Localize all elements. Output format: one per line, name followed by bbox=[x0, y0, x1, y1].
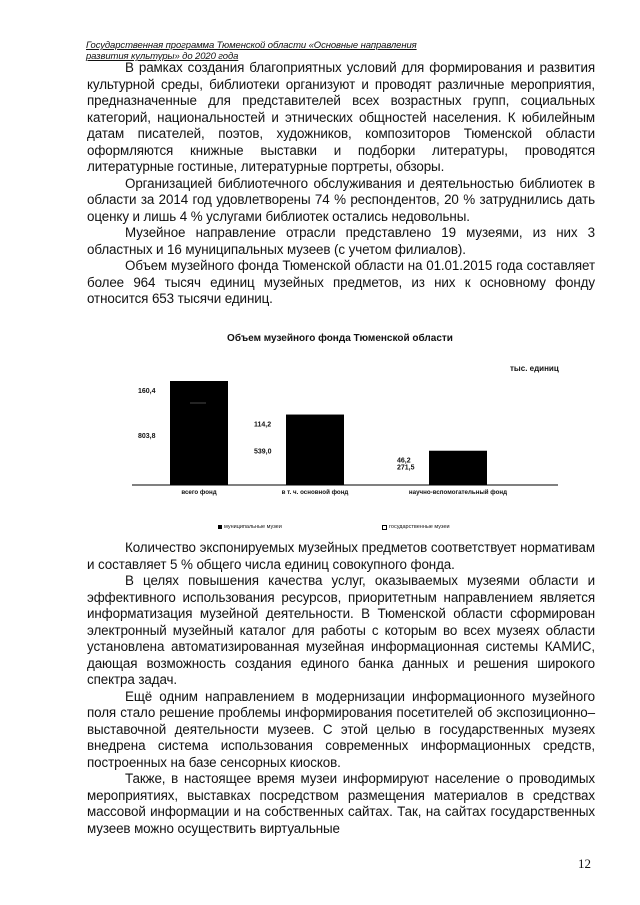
page-number: 12 bbox=[578, 856, 591, 871]
chart-title: Объем музейного фонда Тюменской области bbox=[227, 333, 453, 344]
paragraph: Также, в настоящее время музеи информируют население о проводимых мероприятиях, выставках посредством размещения материалов в средствах массовой информации и на собственных сайтах. Так, на сайтах государственных музеев можно осуществить виртуальные bbox=[87, 771, 595, 836]
chart-bar-3 bbox=[429, 451, 487, 485]
legend-label-state: государственные музеи bbox=[389, 524, 450, 530]
category-label: в т. ч. основной фонд bbox=[281, 489, 349, 496]
paragraph: В рамках создания благоприятных условий для формирования и развития культурной среды, библиотеки организуют и проводят различные мероприятия, предназначенные для представителей всех возрастных групп, социальных категорий, национальностей и этнических общностей населения. К юбилейным датам писателей, поэтов, художников, композиторов Тюменской области оформляются книжные выставки и подборки литературы, проводятся литературные гостиные, литературные портреты, обзоры. bbox=[87, 60, 595, 174]
legend-item-state bbox=[382, 524, 450, 530]
header-line-1: Государственная программа Тюменской области «Основные направления bbox=[86, 40, 417, 51]
paragraph: В целях повышения качества услуг, оказываемых музеями области и эффективного использования ресурсов, приоритетным направлением является информатизация музейной деятельности. В Тюменской области сформирован электронный музейный каталог для работы с которым во всех музеях области установлена автоматизированная музейная информационная системы КАМИС, дающая возможность создания единого банка данных и решения широкого спектра задач. bbox=[87, 573, 595, 687]
category-label: научно-вспомогательный фонд bbox=[408, 489, 508, 496]
bar-value-label-municipal: 539,0 bbox=[254, 448, 272, 456]
chart-unit-label: тыс. единиц bbox=[510, 364, 559, 373]
legend-swatch-municipal bbox=[218, 525, 222, 529]
bar-value-label-state: 114,2 bbox=[254, 421, 272, 429]
paragraph: Музейное направление отрасли представлено 19 музеями, из них 3 областных и 16 муниципальных музеев (с учетом филиалов). bbox=[87, 225, 595, 257]
bar-value-label-municipal: 271,5 bbox=[397, 464, 415, 472]
text-block-bottom bbox=[87, 540, 595, 837]
document-header bbox=[86, 40, 446, 62]
paragraph: Объем музейного фонда Тюменской области на 01.01.2015 года составляет более 964 тысяч единиц музейных предметов, из них к основному фонду относится 653 тысячи единиц. bbox=[87, 258, 595, 306]
bar-value-label-state: 160,4 bbox=[138, 388, 156, 395]
paragraph: Ещё одним направлением в модернизации информационного музейного поля стало решение проблемы информирования посетителей об экспозиционно–выставочной деятельности музеев. С этой целью в государственных музеях внедрена система использования современных информационных средств, построенных на базе сенсорных киосков. bbox=[87, 688, 595, 770]
category-label: всего фонд bbox=[181, 489, 217, 496]
bar-value-label-municipal: 803,8 bbox=[138, 433, 156, 441]
legend-label-municipal: муниципальные музеи bbox=[224, 524, 282, 530]
paragraph: Количество экспонируемых музейных предметов соответствует нормативам и составляет 5 % общего числа единиц совокупного фонда. bbox=[87, 540, 595, 572]
header-line-2: развития культуры» до 2020 года bbox=[86, 51, 239, 62]
museum-fund-chart bbox=[130, 375, 560, 505]
chart-bar-2 bbox=[286, 415, 344, 485]
legend-swatch-state bbox=[382, 525, 387, 530]
bar-value-label-state: 46,2 bbox=[397, 457, 411, 465]
paragraph: Организацией библиотечного обслуживания и деятельностью библиотек в области за 2014 год удовлетворены 74 % респондентов, 20 % затруднились дать оценку и лишь 4 % услугами библиотек остались недовольны. bbox=[87, 175, 595, 224]
legend-item-municipal bbox=[218, 524, 282, 530]
text-block-top bbox=[87, 60, 595, 308]
chart-bar-1 bbox=[170, 381, 228, 485]
